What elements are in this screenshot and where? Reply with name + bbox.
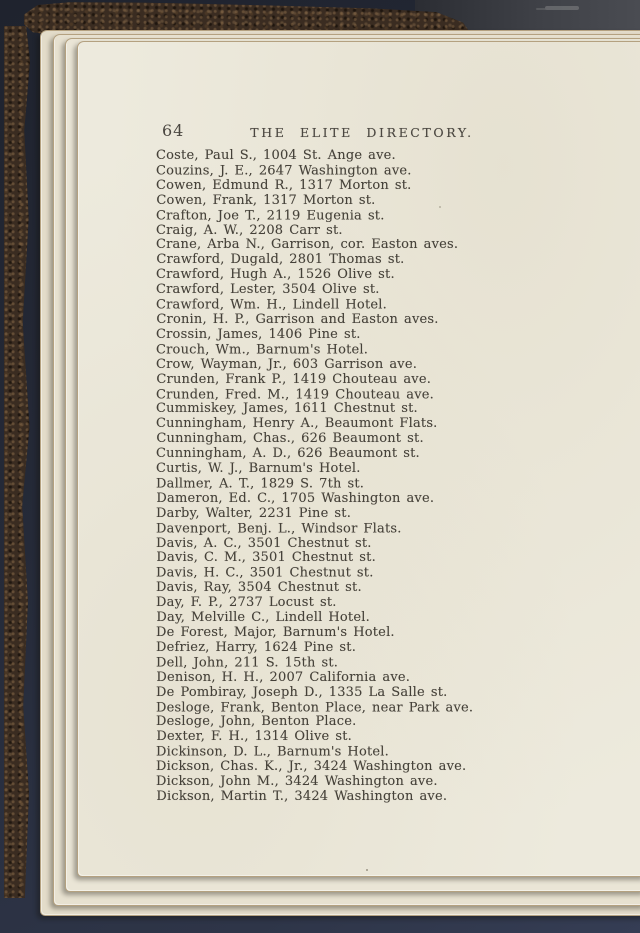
directory-entry: Crane, Arba N., Garrison, cor. Easton aves. bbox=[156, 237, 459, 253]
directory-entry: Defriez, Harry, 1624 Pine st. bbox=[156, 639, 357, 655]
directory-entries bbox=[156, 149, 626, 805]
directory-entry: Cunningham, Henry A., Beaumont Flats. bbox=[156, 416, 438, 432]
directory-entry: Davis, A. C., 3501 Chestnut st. bbox=[156, 535, 372, 551]
page-header bbox=[78, 121, 640, 141]
directory-entry: Curtis, W. J., Barnum's Hotel. bbox=[156, 461, 361, 477]
directory-entry: Crawford, Hugh A., 1526 Olive st. bbox=[156, 267, 395, 283]
directory-entry: Couzins, J. E., 2647 Washington ave. bbox=[156, 163, 412, 179]
directory-entry: Darby, Walter, 2231 Pine st. bbox=[156, 505, 352, 521]
directory-entry: Crawford, Lester, 3504 Olive st. bbox=[156, 282, 380, 298]
page-title: THE ELITE DIRECTORY. bbox=[250, 125, 474, 140]
directory-entry: Dameron, Ed. C., 1705 Washington ave. bbox=[156, 490, 435, 506]
directory-entry: Dickson, Chas. K., Jr., 3424 Washington ave. bbox=[156, 759, 467, 775]
directory-entry: Desloge, John, Benton Place. bbox=[156, 714, 357, 730]
directory-entry: Davis, Ray, 3504 Chestnut st. bbox=[156, 580, 362, 596]
directory-entry: Desloge, Frank, Benton Place, near Park ave. bbox=[156, 699, 474, 715]
directory-entry: Crunden, Frank P., 1419 Chouteau ave. bbox=[156, 371, 432, 387]
directory-entry: Davenport, Benj. L., Windsor Flats. bbox=[156, 520, 402, 536]
paper-speck bbox=[366, 869, 368, 871]
directory-entry: Crawford, Wm. H., Lindell Hotel. bbox=[156, 297, 387, 313]
directory-entry: Crawford, Dugald, 2801 Thomas st. bbox=[156, 252, 405, 268]
directory-entry: Cunningham, Chas., 626 Beaumont st. bbox=[156, 431, 424, 447]
directory-entry: Cronin, H. P., Garrison and Easton aves. bbox=[156, 311, 439, 327]
directory-entry: Crow, Wayman, Jr., 603 Garrison ave. bbox=[156, 356, 418, 372]
directory-entry: Crafton, Joe T., 2119 Eugenia st. bbox=[156, 207, 385, 223]
directory-entry: Denison, H. H., 2007 California ave. bbox=[156, 669, 411, 685]
directory-entry: De Forest, Major, Barnum's Hotel. bbox=[156, 625, 395, 640]
directory-entry: Cummiskey, James, 1611 Chestnut st. bbox=[156, 401, 418, 417]
directory-entry: Cowen, Edmund R., 1317 Morton st. bbox=[156, 177, 412, 193]
faint-label-mark bbox=[545, 6, 579, 10]
directory-entry: Dallmer, A. T., 1829 S. 7th st. bbox=[156, 476, 365, 492]
directory-entry: Davis, H. C., 3501 Chestnut st. bbox=[156, 565, 374, 581]
directory-entry: Crunden, Fred. M., 1419 Chouteau ave. bbox=[156, 386, 435, 402]
book-cover-spine bbox=[4, 26, 30, 898]
directory-entry: De Pombiray, Joseph D., 1335 La Salle st. bbox=[156, 684, 448, 700]
directory-entry: Day, Melville C., Lindell Hotel. bbox=[156, 610, 370, 626]
directory-entry: Dickinson, D. L., Barnum's Hotel. bbox=[156, 744, 389, 760]
directory-entry: Dell, John, 211 S. 15th st. bbox=[156, 655, 339, 671]
directory-entry: Coste, Paul S., 1004 St. Ange ave. bbox=[156, 148, 396, 163]
directory-entry: Crossin, James, 1406 Pine st. bbox=[156, 326, 361, 342]
directory-entry: Dickson, Martin T., 3424 Washington ave. bbox=[156, 788, 448, 804]
directory-entry: Craig, A. W., 2208 Carr st. bbox=[156, 222, 343, 238]
directory-entry: Day, F. P., 2737 Locust st. bbox=[156, 595, 337, 611]
directory-entry: Dexter, F. H., 1314 Olive st. bbox=[156, 729, 353, 745]
directory-entry: Davis, C. M., 3501 Chestnut st. bbox=[156, 550, 376, 566]
directory-page bbox=[77, 41, 640, 877]
page-number: 64 bbox=[162, 121, 185, 140]
directory-entry: Dickson, John M., 3424 Washington ave. bbox=[156, 774, 438, 790]
directory-entry: Crouch, Wm., Barnum's Hotel. bbox=[156, 342, 369, 358]
directory-entry: Cowen, Frank, 1317 Morton st. bbox=[156, 192, 376, 208]
directory-entry: Cunningham, A. D., 626 Beaumont st. bbox=[156, 446, 420, 462]
